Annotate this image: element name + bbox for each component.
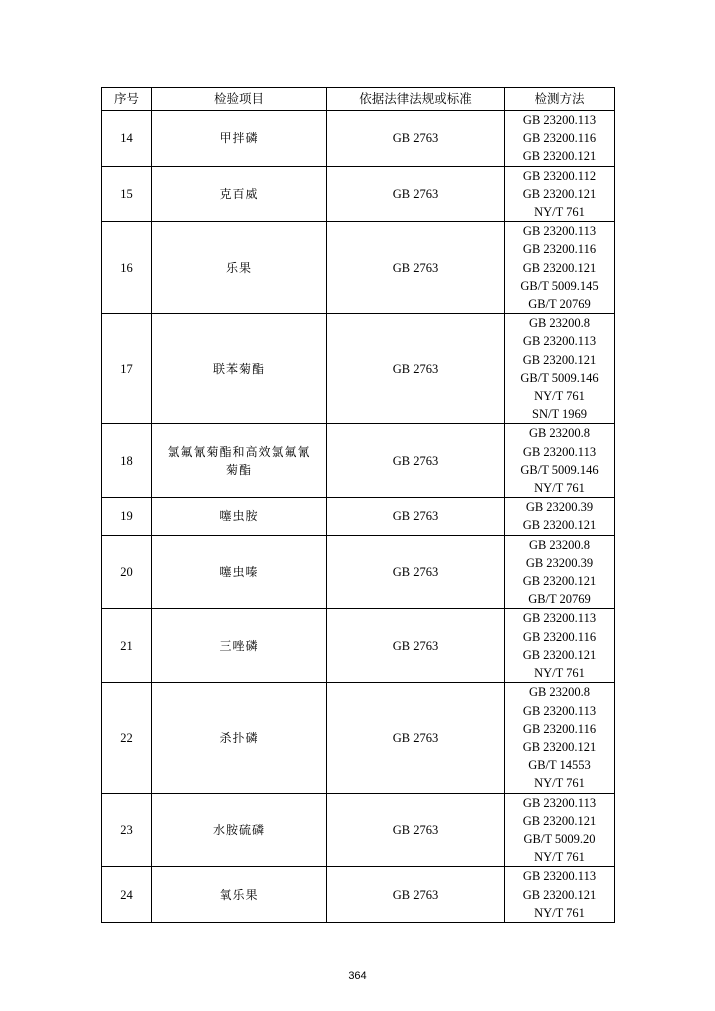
test-method: NY/T 761 xyxy=(534,481,585,496)
test-method: GB 23200.8 xyxy=(528,426,591,441)
test-methods xyxy=(505,166,615,222)
table-row xyxy=(102,609,615,683)
test-method: GB 23200.121 xyxy=(522,352,597,367)
header-standard: 依据法律法规或标准 xyxy=(327,88,505,111)
row-number: 16 xyxy=(102,222,152,314)
inspection-item xyxy=(152,609,327,683)
standard: GB 2763 xyxy=(327,166,505,222)
test-method: GB 23200.121 xyxy=(522,739,597,754)
inspection-item-label: 噻虫胺 xyxy=(219,509,259,524)
inspection-table xyxy=(101,87,615,923)
table-row xyxy=(102,111,615,167)
inspection-item-label: 杀扑磷 xyxy=(219,730,259,745)
inspection-item xyxy=(152,498,327,535)
test-method: GB/T 5009.145 xyxy=(520,278,599,293)
test-method: GB 23200.113 xyxy=(522,795,597,810)
inspection-item-label: 噻虫嗪 xyxy=(219,564,259,579)
test-methods xyxy=(505,793,615,867)
standard: GB 2763 xyxy=(327,683,505,793)
table-row xyxy=(102,314,615,424)
test-methods xyxy=(505,683,615,793)
inspection-item-label: 水胺硫磷 xyxy=(212,822,265,837)
page-number: 364 xyxy=(348,970,367,982)
row-number: 15 xyxy=(102,166,152,222)
standard: GB 2763 xyxy=(327,498,505,535)
header-item: 检验项目 xyxy=(152,88,327,111)
inspection-item xyxy=(152,793,327,867)
table-row xyxy=(102,498,615,535)
test-method: GB 23200.121 xyxy=(522,149,597,164)
test-method: GB 23200.113 xyxy=(522,334,597,349)
test-method: GB/T 5009.146 xyxy=(520,462,599,477)
table-row xyxy=(102,683,615,793)
test-method: NY/T 761 xyxy=(534,776,585,791)
table-row xyxy=(102,222,615,314)
test-method: GB 23200.113 xyxy=(522,869,597,884)
test-method: GB/T 5009.20 xyxy=(523,831,596,846)
test-method: GB 23200.121 xyxy=(522,186,597,201)
table-row xyxy=(102,535,615,609)
table-body xyxy=(102,111,615,923)
standard: GB 2763 xyxy=(327,111,505,167)
header-row xyxy=(102,88,615,111)
test-method: GB 23200.8 xyxy=(528,316,591,331)
test-method: GB 23200.116 xyxy=(522,131,597,146)
table-row xyxy=(102,793,615,867)
test-method: GB 23200.39 xyxy=(525,555,594,570)
test-method: GB/T 5009.146 xyxy=(520,370,599,385)
test-methods xyxy=(505,609,615,683)
header-method: 检测方法 xyxy=(505,88,615,111)
test-method: GB 23200.121 xyxy=(522,887,597,902)
test-method: GB/T 20769 xyxy=(528,297,591,312)
test-method: GB/T 20769 xyxy=(528,592,591,607)
standard: GB 2763 xyxy=(327,609,505,683)
inspection-item xyxy=(152,314,327,424)
row-number: 23 xyxy=(102,793,152,867)
inspection-item-label: 氧乐果 xyxy=(219,887,259,902)
test-method: GB 23200.8 xyxy=(528,685,591,700)
standard: GB 2763 xyxy=(327,314,505,424)
standard: GB 2763 xyxy=(327,793,505,867)
row-number: 20 xyxy=(102,535,152,609)
inspection-item xyxy=(152,867,327,923)
standard: GB 2763 xyxy=(327,424,505,498)
test-methods xyxy=(505,314,615,424)
test-method: GB 23200.121 xyxy=(522,647,597,662)
table-header xyxy=(102,88,615,111)
inspection-item xyxy=(152,166,327,222)
row-number: 22 xyxy=(102,683,152,793)
test-method: GB 23200.116 xyxy=(522,721,597,736)
test-method: GB 23200.121 xyxy=(522,813,597,828)
inspection-item xyxy=(152,683,327,793)
standard: GB 2763 xyxy=(327,535,505,609)
table-row xyxy=(102,166,615,222)
test-method: GB 23200.116 xyxy=(522,629,597,644)
test-method: GB 23200.113 xyxy=(522,703,597,718)
test-methods xyxy=(505,867,615,923)
inspection-item-label: 甲拌磷 xyxy=(219,131,259,146)
test-method: NY/T 761 xyxy=(534,666,585,681)
test-method: GB 23200.39 xyxy=(525,500,594,515)
test-methods xyxy=(505,535,615,609)
row-number: 14 xyxy=(102,111,152,167)
row-number: 24 xyxy=(102,867,152,923)
test-methods xyxy=(505,111,615,167)
inspection-item-label: 氯氟氰菊酯和高效氯氟氰菊酯 xyxy=(167,444,311,477)
test-method: GB 23200.113 xyxy=(522,611,597,626)
test-method: GB 23200.113 xyxy=(522,113,597,127)
test-method: GB 23200.8 xyxy=(528,537,591,552)
test-method: GB 23200.112 xyxy=(522,168,597,183)
inspection-item xyxy=(152,111,327,167)
inspection-item-label: 乐果 xyxy=(225,260,252,275)
inspection-item-label: 联苯菊酯 xyxy=(212,361,265,376)
test-method: NY/T 761 xyxy=(534,850,585,865)
row-number: 19 xyxy=(102,498,152,535)
row-number: 18 xyxy=(102,424,152,498)
header-no: 序号 xyxy=(102,88,152,111)
table-row xyxy=(102,424,615,498)
test-method: GB 23200.121 xyxy=(522,260,597,275)
table-row xyxy=(102,867,615,923)
inspection-item-label: 三唑磷 xyxy=(219,638,259,653)
test-method: GB/T 14553 xyxy=(528,758,591,773)
inspection-item-label: 克百威 xyxy=(219,186,259,201)
row-number: 17 xyxy=(102,314,152,424)
test-method: GB 23200.121 xyxy=(522,574,597,589)
standard: GB 2763 xyxy=(327,867,505,923)
test-method: NY/T 761 xyxy=(534,905,585,920)
test-methods xyxy=(505,222,615,314)
standard: GB 2763 xyxy=(327,222,505,314)
row-number: 21 xyxy=(102,609,152,683)
test-method: GB 23200.113 xyxy=(522,224,597,239)
test-methods xyxy=(505,424,615,498)
test-method: GB 23200.121 xyxy=(522,518,597,533)
inspection-item xyxy=(152,535,327,609)
test-method: GB 23200.113 xyxy=(522,444,597,459)
inspection-item xyxy=(152,424,327,498)
test-method: NY/T 761 xyxy=(534,205,585,220)
test-methods xyxy=(505,498,615,535)
test-method: GB 23200.116 xyxy=(522,242,597,257)
test-method: NY/T 761 xyxy=(534,389,585,404)
test-method: SN/T 1969 xyxy=(532,407,587,422)
inspection-item xyxy=(152,222,327,314)
